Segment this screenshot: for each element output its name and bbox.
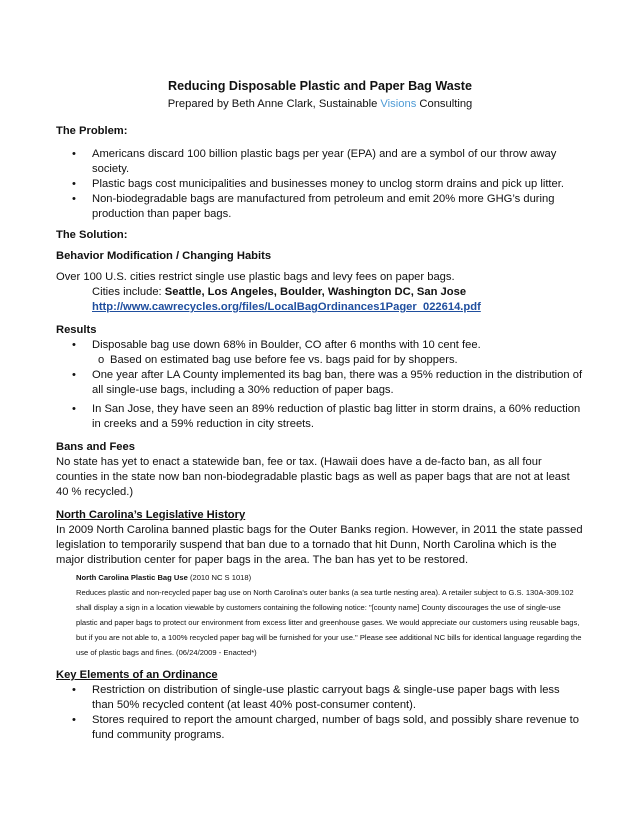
list-item: • Non-biodegradable bags are manufactured from petroleum and emit 20% more GHG’s during production than paper bags. bbox=[72, 193, 555, 220]
bullet-icon: • bbox=[72, 684, 76, 696]
cities-line: Cities include: Seattle, Los Angeles, Boulder, Washington DC, San Jose bbox=[92, 286, 467, 298]
elements-heading: Key Elements of an Ordinance bbox=[56, 669, 218, 681]
solution-heading: The Solution: bbox=[56, 229, 128, 241]
list-item: • Stores required to report the amount charged, number of bags sold, and possibly share revenue to fund community programs. bbox=[72, 714, 579, 741]
cities-list: Seattle, Los Angeles, Boulder, Washington DC, San Jose bbox=[164, 286, 467, 298]
subtitle-accent-word: Visions bbox=[380, 98, 417, 110]
subtitle-company: Consulting bbox=[416, 98, 473, 110]
law-excerpt bbox=[56, 570, 584, 660]
list-item: • Restriction on distribution of single-use plastic carryout bags & single-use paper bags with less than 50% recycled content (at least 40% post-consumer content). bbox=[72, 684, 560, 711]
results-sublist bbox=[56, 353, 584, 368]
list-item: o Based on estimated bag use before fee vs. bags paid for by shoppers. bbox=[98, 354, 458, 366]
nc-heading: North Carolina’s Legislative History bbox=[56, 509, 246, 521]
document-title: Reducing Disposable Plastic and Paper Bag Waste bbox=[168, 79, 472, 93]
elements-list bbox=[56, 683, 584, 743]
list-item: • In San Jose, they have seen an 89% reduction of plastic bag litter in storm drains, a 60% reduction in creeks and a 59% reduction in city streets. bbox=[72, 403, 581, 430]
list-item: • One year after LA County implemented its bag ban, there was a 95% reduction in the distribution of all single-use bags, including a 30% reduction of paper bags. bbox=[72, 369, 583, 396]
ordinances-link[interactable]: http://www.cawrecycles.org/files/LocalBagOrdinances1Pager_022614.pdf bbox=[92, 301, 481, 313]
law-text: Reduces plastic and non-recycled paper bag use on North Carolina’s outer banks (a sea turtle nesting area). A retailer subject to G.S. 130A-309.102 shall display a sign in a location viewable by customers containing the following notice: "[county name] County discourages the use of single-use plastic and paper bags to protect our environment from excess litter and greenhouse gases. We would appreciate our customers using reusable bags, but if you are not able to, a 100% recycled paper bag will be furnished for your use." Please see additional NC bills for identical language regarding the use of plastic bags and fines. (06/24/2009 - Enacted*) bbox=[76, 588, 582, 657]
bullet-icon: • bbox=[72, 369, 76, 381]
bullet-icon: • bbox=[72, 178, 76, 190]
problem-list bbox=[56, 147, 584, 222]
circle-bullet-icon: o bbox=[98, 354, 105, 366]
behavior-heading: Behavior Modification / Changing Habits bbox=[56, 250, 272, 262]
bans-heading: Bans and Fees bbox=[56, 441, 135, 453]
nc-text: In 2009 North Carolina banned plastic bags for the Outer Banks region. However, in 2011 the state passed legislation to temporarily suspend that ban due to a tornado that hit Dunn, North Carolina which is the major distribution center for paper bags in the area. The ban has yet to be restored. bbox=[56, 524, 583, 566]
results-list bbox=[56, 338, 584, 353]
results-heading: Results bbox=[56, 324, 97, 336]
bullet-icon: • bbox=[72, 714, 76, 726]
list-item: • Americans discard 100 billion plastic bags per year (EPA) and are a symbol of our throw away society. bbox=[72, 148, 557, 175]
bullet-icon: • bbox=[72, 193, 76, 205]
document-page bbox=[56, 78, 584, 743]
list-item: • Plastic bags cost municipalities and businesses money to unclog storm drains and pick up litter. bbox=[72, 178, 564, 190]
document-subtitle bbox=[56, 96, 584, 112]
solution-text: Over 100 U.S. cities restrict single use plastic bags and levy fees on paper bags. bbox=[56, 271, 455, 283]
results-list-continued bbox=[56, 368, 584, 432]
list-item: • Disposable bag use down 68% in Boulder, CO after 6 months with 10 cent fee. bbox=[72, 339, 481, 351]
subtitle-author: Prepared by Beth Anne Clark, Sustainable bbox=[167, 98, 381, 110]
law-ref: (2010 NC S 1018) bbox=[187, 573, 252, 582]
law-title: North Carolina Plastic Bag Use bbox=[76, 573, 188, 582]
problem-heading: The Problem: bbox=[56, 125, 128, 137]
bans-text: No state has yet to enact a statewide ban, fee or tax. (Hawaii does have a de-facto ban, as all four counties in the state now ban non-biodegradable plastic bags as well as paper bags that are not at least 40 % recycled.) bbox=[56, 456, 570, 498]
bullet-icon: • bbox=[72, 403, 76, 415]
bullet-icon: • bbox=[72, 339, 76, 351]
bullet-icon: • bbox=[72, 148, 76, 160]
